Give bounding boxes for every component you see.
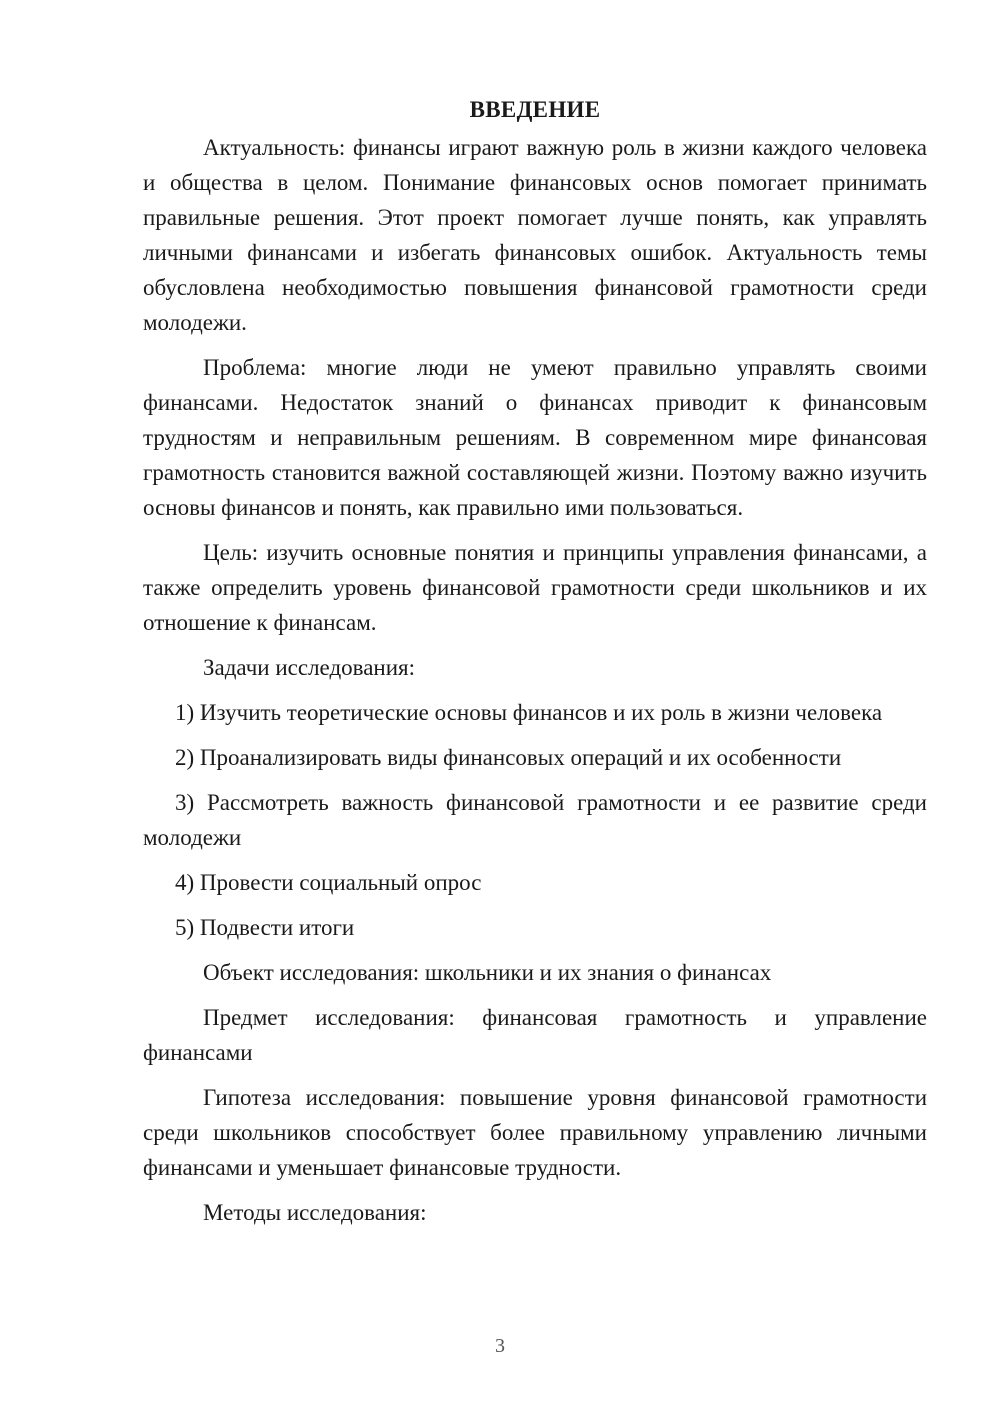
page-number: 3 xyxy=(495,1335,505,1357)
paragraph-relevance: Актуальность: финансы играют важную роль в жизни каждого человека и общества в целом. Понимание финансовых основ помогает принимать правильные решения. Этот проект помогает лучше понять, как управлять личными финансами и избегать финансовых ошибок. Актуальность темы обусловлена необходимостью повышения финансовой грамотности среди молодежи. xyxy=(143,135,927,335)
paragraph-problem: Проблема: многие люди не умеют правильно управлять своими финансами. Недостаток знаний о финансах приводит к финансовым трудностям и неправильным решениям. В современном мире финансовая грамотность становится важной составляющей жизни. Поэтому важно изучить основы финансов и понять, как правильно ими пользоваться. xyxy=(143,355,927,520)
tasks-heading: Задачи исследования: xyxy=(203,655,416,680)
task-item-1: 1) Изучить теоретические основы финансов и их роль в жизни человека xyxy=(175,700,883,725)
paragraph-subject: Предмет исследования: финансовая грамотность и управление финансами xyxy=(143,1005,927,1065)
paragraph-hypothesis: Гипотеза исследования: повышение уровня финансовой грамотности среди школьников способствует более правильному управлению личными финансами и уменьшает финансовые трудности. xyxy=(143,1085,927,1180)
task-item-4: 4) Провести социальный опрос xyxy=(175,870,482,895)
section-title: ВВЕДЕНИЕ xyxy=(469,97,601,122)
methods-heading: Методы исследования: xyxy=(203,1200,427,1225)
task-item-3: 3) Рассмотреть важность финансовой грамотности и ее развитие среди молодежи xyxy=(143,790,927,850)
task-item-5: 5) Подвести итоги xyxy=(175,915,355,940)
paragraph-object: Объект исследования: школьники и их знания о финансах xyxy=(203,960,772,985)
task-item-2: 2) Проанализировать виды финансовых операций и их особенности xyxy=(175,745,842,770)
document-page xyxy=(143,92,927,1230)
paragraph-goal: Цель: изучить основные понятия и принципы управления финансами, а также определить уровень финансовой грамотности среди школьников и их отношение к финансам. xyxy=(143,540,927,635)
